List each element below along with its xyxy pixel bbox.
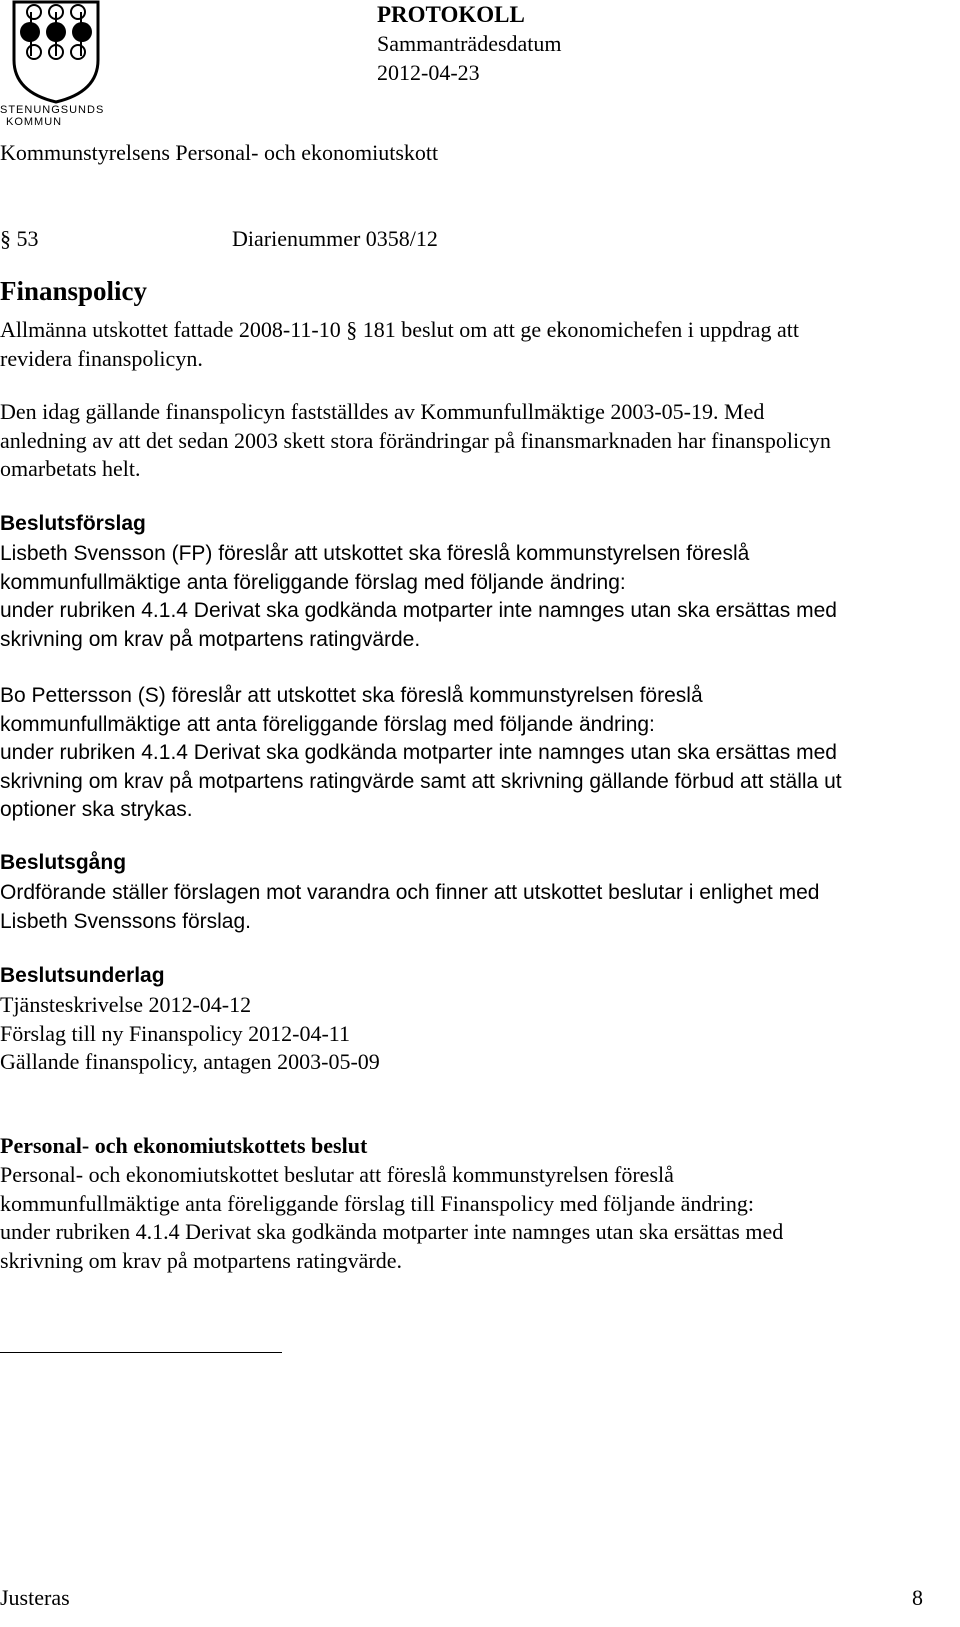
text-line: revidera finanspolicyn. [0, 345, 203, 371]
text-line: optioner ska strykas. [0, 798, 193, 821]
document-header [377, 0, 562, 87]
page-number: 8 [912, 1585, 923, 1610]
text-line: omarbetats helt. [0, 456, 141, 481]
municipality-logo [0, 0, 120, 130]
text-line: anledning av att det sedan 2003 skett stora förändringar på finansmarknaden har finanspolicyn [0, 427, 831, 453]
intro-paragraph [0, 316, 940, 373]
beslutsunderlag-heading: Beslutsunderlag [0, 964, 165, 987]
beslut-text [0, 1161, 940, 1275]
background-paragraph [0, 398, 940, 484]
proposal-pettersson [0, 682, 940, 825]
meeting-date: 2012-04-23 [377, 60, 480, 85]
list-item: Tjänsteskrivelse 2012-04-12 [0, 992, 252, 1017]
text-line: Lisbeth Svenssons förslag. [0, 909, 251, 933]
text-line: Den idag gällande finanspolicyn fastställdes av Kommunfullmäktige 2003-05-19. Med [0, 399, 765, 424]
text-line: Bo Pettersson (S) föreslår att utskottet ska föreslå kommunstyrelsen föreslå [0, 684, 703, 707]
crest-icon [0, 0, 120, 104]
meeting-date-label: Sammanträdesdatum [377, 31, 562, 56]
beslutsgang-text [0, 879, 940, 936]
text-line: kommunfullmäktige anta föreliggande förslag till Finanspolicy med följande ändring: [0, 1190, 754, 1216]
text-line: under rubriken 4.1.4 Derivat ska godkända motparter inte namnges utan ska ersättas med [0, 741, 837, 764]
text-line: Lisbeth Svensson (FP) föreslår att utskottet ska föreslå kommunstyrelsen föreslå [0, 542, 750, 565]
text-line: Personal- och ekonomiutskottet beslutar att föreslå kommunstyrelsen föreslå [0, 1162, 674, 1187]
logo-text-line2: KOMMUN [6, 116, 63, 128]
list-item: Gällande finanspolicy, antagen 2003-05-09 [0, 1049, 380, 1074]
committee-name: Kommunstyrelsens Personal- och ekonomiutskott [0, 140, 439, 165]
text-line: skrivning om krav på motpartens ratingvärde samt att skrivning gällande förbud att ställa ut [0, 769, 842, 793]
beslutsgang-heading: Beslutsgång [0, 851, 127, 874]
text-line: kommunfullmäktige att anta föreliggande förslag med följande ändring: [0, 712, 655, 736]
beslutsunderlag-list [0, 991, 940, 1077]
paragraph-header [0, 226, 438, 252]
proposal-svensson [0, 540, 940, 654]
beslutsforslag-heading: Beslutsförslag [0, 512, 146, 535]
justeras-label: Justeras [0, 1585, 70, 1610]
beslut-heading: Personal- och ekonomiutskottets beslut [0, 1133, 368, 1158]
text-line: Allmänna utskottet fattade 2008-11-10 § 181 beslut om att ge ekonomichefen i uppdrag att [0, 317, 799, 342]
text-line: skrivning om krav på motpartens ratingvärde. [0, 627, 421, 651]
text-line: kommunfullmäktige anta föreliggande förslag med följande ändring: [0, 570, 626, 594]
document-type: PROTOKOLL [377, 2, 525, 27]
paragraph-number: § 53 [0, 226, 39, 251]
list-item: Förslag till ny Finanspolicy 2012-04-11 [0, 1020, 350, 1046]
text-line: under rubriken 4.1.4 Derivat ska godkända motparter inte namnges utan ska ersättas med [0, 599, 837, 622]
text-line: Ordförande ställer förslagen mot varandra och finner att utskottet beslutar i enlighet med [0, 881, 820, 904]
logo-text-line1: STENUNGSUNDS [0, 104, 105, 116]
page-title: Finanspolicy [0, 276, 148, 306]
text-line: skrivning om krav på motpartens ratingvärde. [0, 1247, 403, 1273]
diarienummer: Diarienummer 0358/12 [232, 226, 438, 251]
signature-line [0, 1352, 282, 1353]
text-line: under rubriken 4.1.4 Derivat ska godkända motparter inte namnges utan ska ersättas med [0, 1219, 784, 1244]
